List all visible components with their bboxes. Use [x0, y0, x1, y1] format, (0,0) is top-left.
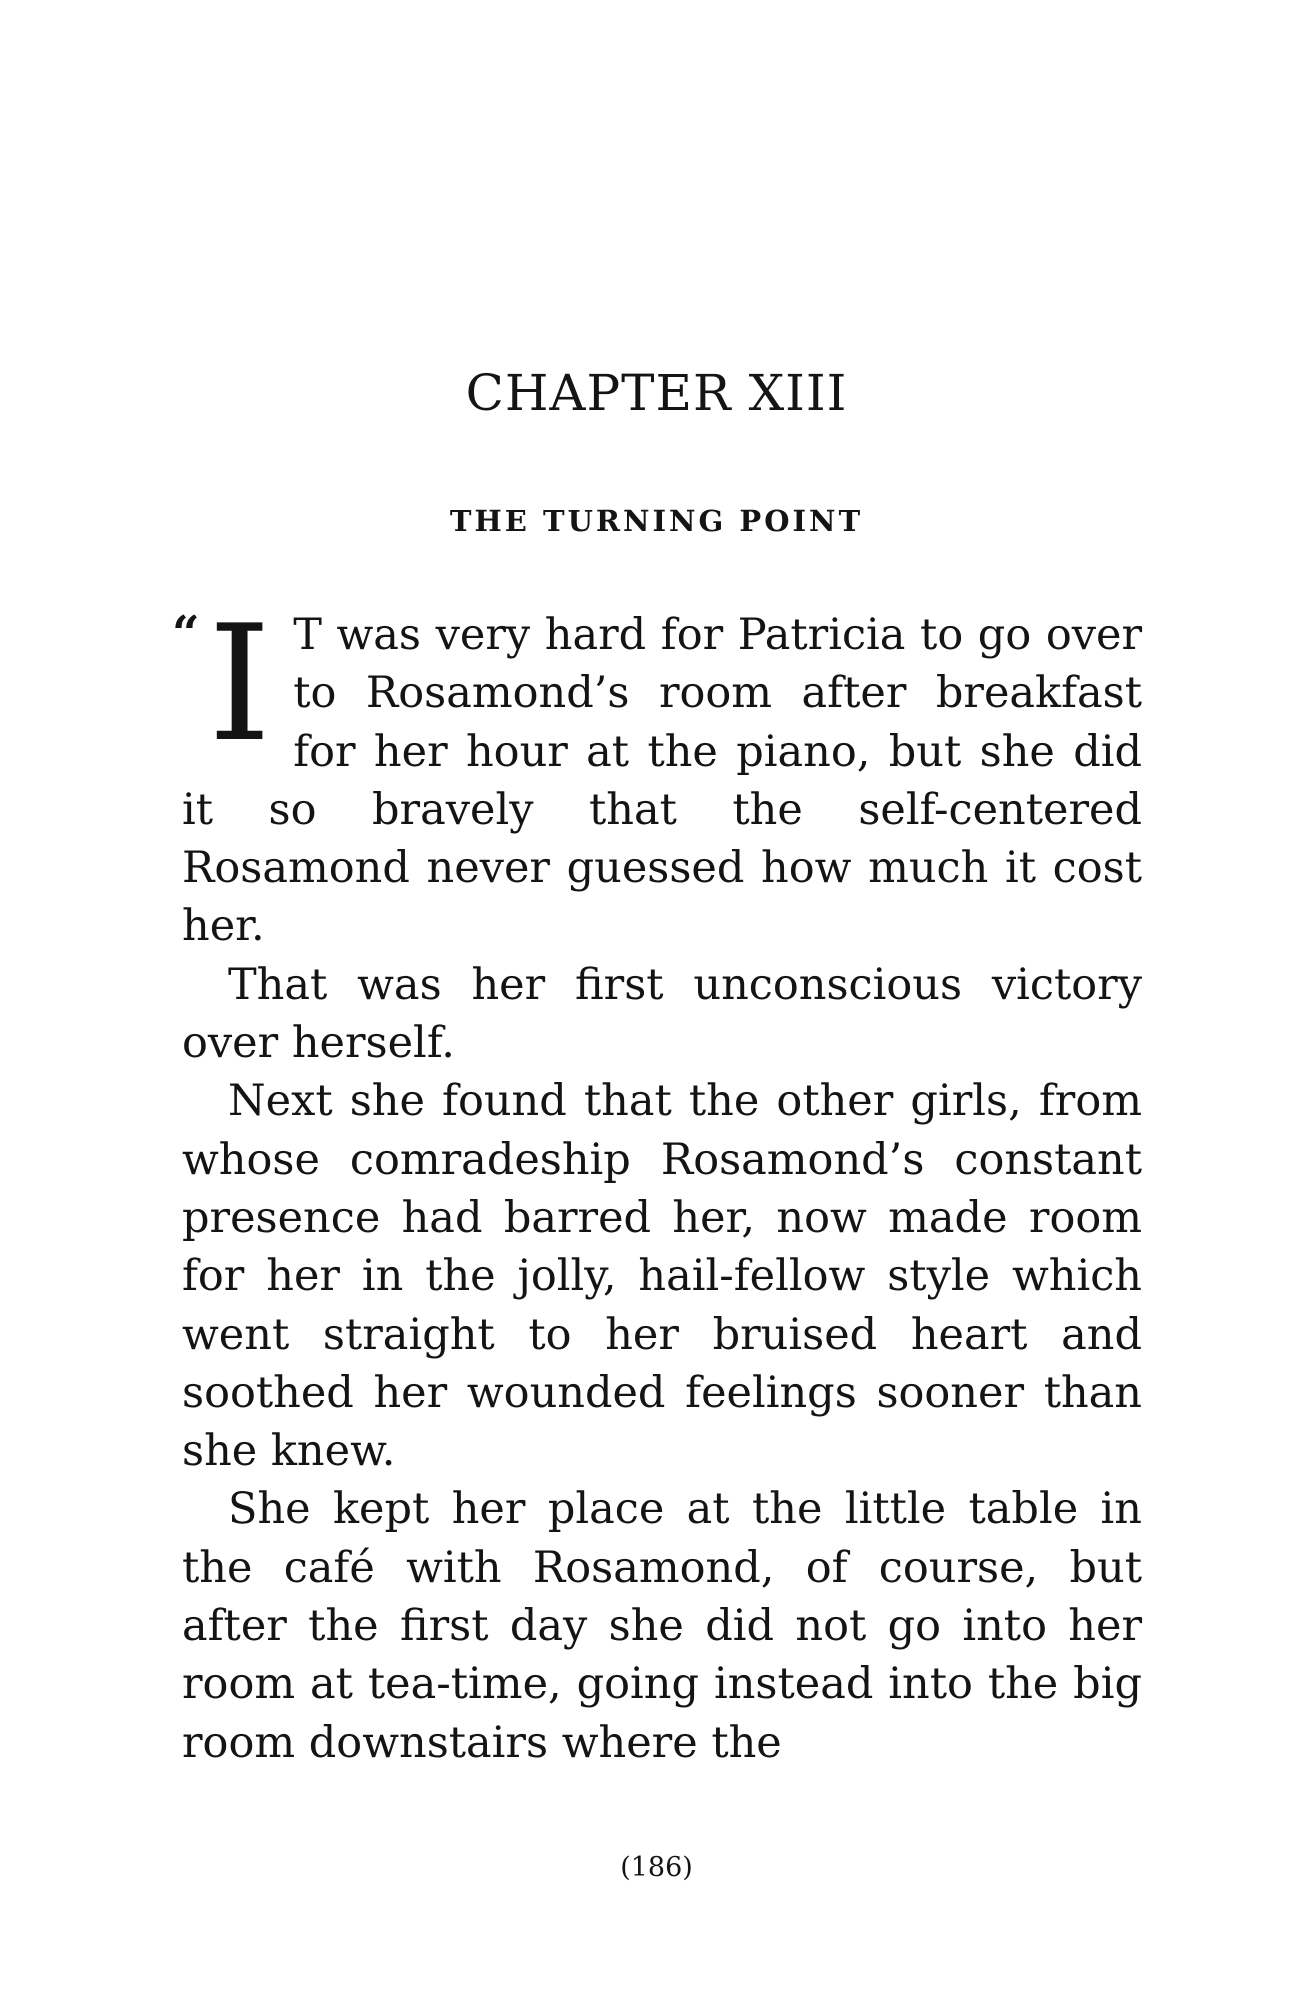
chapter-heading: CHAPTER XIII	[465, 364, 848, 422]
paragraph-1-text: T was very hard for Patricia to go over to Rosamond’s room after breakfast for her hour at the piano, but she did it so bravely that the self-centered Rosamond never guessed how much it cost her.	[182, 610, 1142, 952]
chapter-subtitle: THE TURNING POINT	[449, 504, 864, 538]
paragraph-2: That was her first unconscious victory over herself.	[182, 959, 1142, 1069]
drop-cap-letter: I	[208, 590, 272, 777]
opening-quote-mark: “	[172, 606, 200, 662]
page-number: (186)	[620, 1852, 693, 1883]
paragraph-1	[172, 590, 1142, 956]
paragraph-3: Next she found that the other girls, from whose comradeship Rosamond’s constant presence had barred her, now made room for her in the jolly, hail-fellow style which went straight to her bruised heart and soothed her wounded feelings sooner than she knew.	[182, 1076, 1142, 1477]
chapter-body	[172, 590, 1142, 1772]
paragraph-4: She kept her place at the little table in the café with Rosamond, of course, but after the first day she did not go into her room at tea-time, going instead into the big room downstairs where the	[182, 1484, 1142, 1768]
